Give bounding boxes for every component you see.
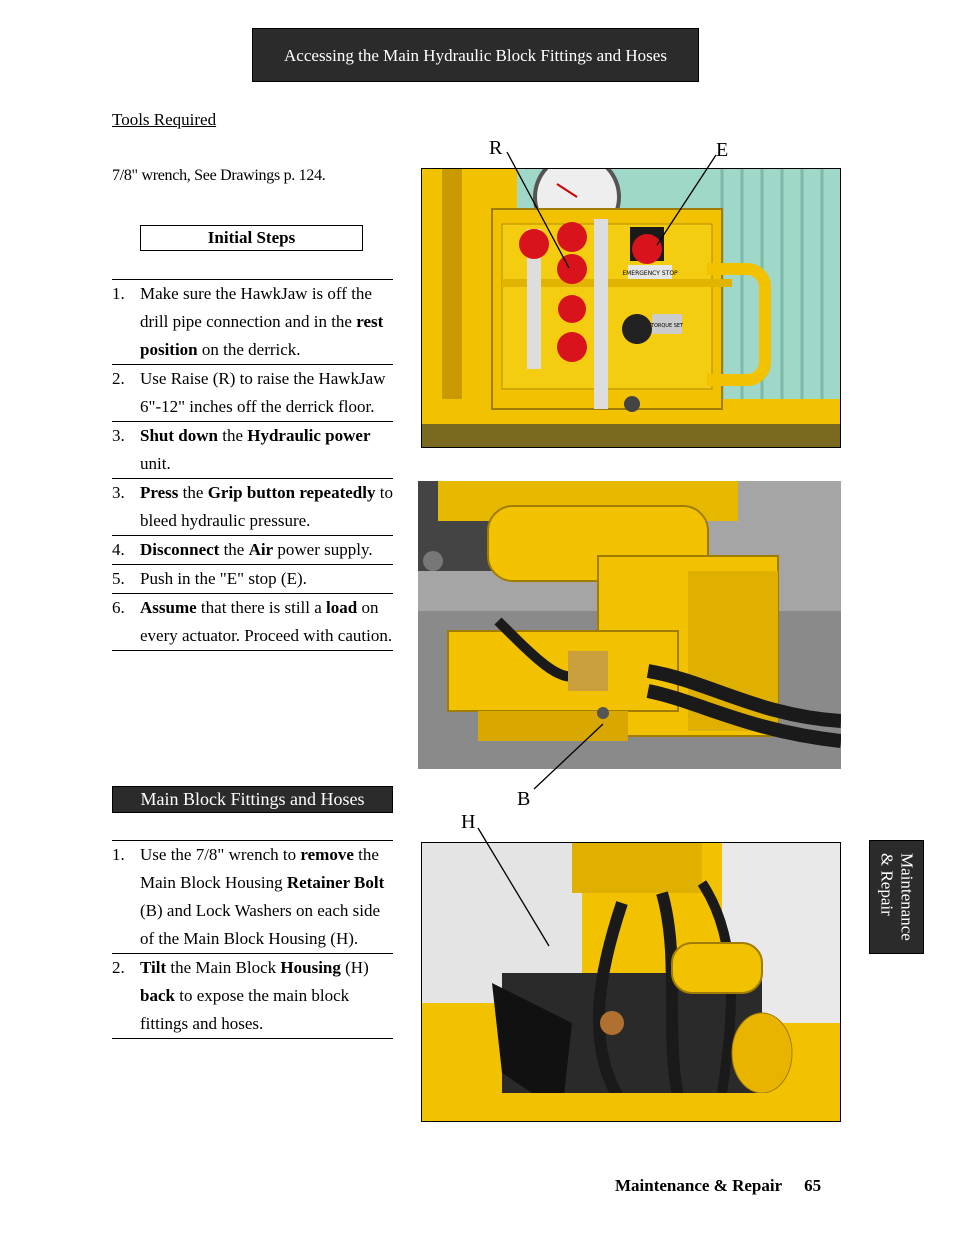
step-text: Make sure the HawkJaw is off the drill pipe connection and in the: [140, 284, 372, 331]
step-text: unit.: [140, 454, 171, 473]
step-text-bold: Retainer Bolt: [286, 873, 385, 892]
step-text-bold: remove: [300, 845, 354, 864]
step-text: on every actuator. Proceed with caution.: [140, 598, 393, 645]
step-text-bold: Disconnect: [140, 540, 220, 559]
initial-steps-heading: Initial Steps: [140, 225, 363, 251]
list-item: [112, 536, 393, 565]
page-title: Accessing the Main Hydraulic Block Fittings and Hoses: [252, 28, 699, 82]
step-text: power supply.: [273, 540, 373, 559]
step-text-bold: Hydraulic power: [247, 426, 371, 445]
step-text-bold: rest position: [140, 312, 384, 359]
step-text: Use Raise (R) to raise the HawkJaw 6"-12" inches off the derrick floor.: [140, 369, 386, 416]
list-item: [112, 422, 393, 479]
step-text: on the derrick.: [197, 340, 301, 359]
fittings-and-hoses-photo: [421, 842, 841, 1122]
step-text: Use the 7/8" wrench to: [140, 845, 301, 864]
page-footer: [615, 1176, 821, 1196]
step-text-bold: Air: [248, 540, 274, 559]
list-item: [112, 841, 393, 954]
step-text-bold: back: [140, 986, 175, 1005]
step-text: Push in the "E" stop (E).: [140, 569, 307, 588]
step-text: the: [178, 483, 208, 502]
main-block-steps-list: [112, 840, 393, 1039]
step-number: 1.: [112, 845, 125, 864]
section-side-tab: [869, 840, 924, 954]
step-text: that there is still a: [196, 598, 327, 617]
step-text-bold: Shut down: [140, 426, 218, 445]
tools-required-text: 7/8" wrench, See Drawings p. 124.: [112, 167, 326, 184]
step-text-bold: Press: [140, 483, 179, 502]
side-tab-label: Maintenance & Repair: [877, 853, 917, 941]
step-text: (H): [340, 958, 369, 977]
step-number: 3.: [112, 483, 125, 502]
step-number: 5.: [112, 569, 125, 588]
step-text: to bleed hydraulic pressure.: [140, 483, 393, 530]
step-number: 4.: [112, 540, 125, 559]
page-number: 65: [804, 1176, 822, 1195]
list-item: [112, 280, 393, 365]
emergency-stop-label: EMERGENCY STOP: [622, 270, 678, 277]
torque-set-label: TORQUE SET: [650, 323, 684, 329]
list-item: [112, 479, 393, 536]
tools-required-label: Tools Required: [112, 110, 217, 129]
callout-housing-h: H: [461, 811, 476, 833]
step-text-bold: Assume: [140, 598, 197, 617]
list-item: [112, 594, 393, 651]
step-number: 3.: [112, 426, 125, 445]
step-number: 2.: [112, 369, 125, 388]
step-text: the Main Block: [166, 958, 281, 977]
main-block-housing-photo: [418, 481, 841, 769]
step-number: 2.: [112, 958, 125, 977]
step-number: 1.: [112, 284, 125, 303]
footer-section: Maintenance & Repair: [615, 1176, 783, 1195]
step-text-bold: Tilt: [140, 958, 167, 977]
callout-bolt-b: B: [517, 788, 531, 810]
step-text: the: [219, 540, 249, 559]
step-text-bold: Grip button repeatedly: [207, 483, 376, 502]
list-item: [112, 954, 393, 1039]
main-block-heading: Main Block Fittings and Hoses: [112, 786, 393, 813]
callout-raise-r: R: [489, 137, 503, 159]
list-item: [112, 565, 393, 594]
step-text: (B) and Lock Washers on each side of the Main Block Housing (H).: [140, 901, 381, 948]
initial-steps-list: [112, 279, 393, 651]
step-number: 6.: [112, 598, 125, 617]
step-text: the: [217, 426, 248, 445]
step-text: the Main Block Housing: [140, 845, 379, 892]
control-panel-photo: [421, 168, 841, 448]
step-text-bold: Housing: [280, 958, 341, 977]
step-text-bold: load: [326, 598, 358, 617]
list-item: [112, 365, 393, 422]
step-text: to expose the main block fittings and hoses.: [140, 986, 350, 1033]
callout-estop-e: E: [716, 139, 729, 161]
